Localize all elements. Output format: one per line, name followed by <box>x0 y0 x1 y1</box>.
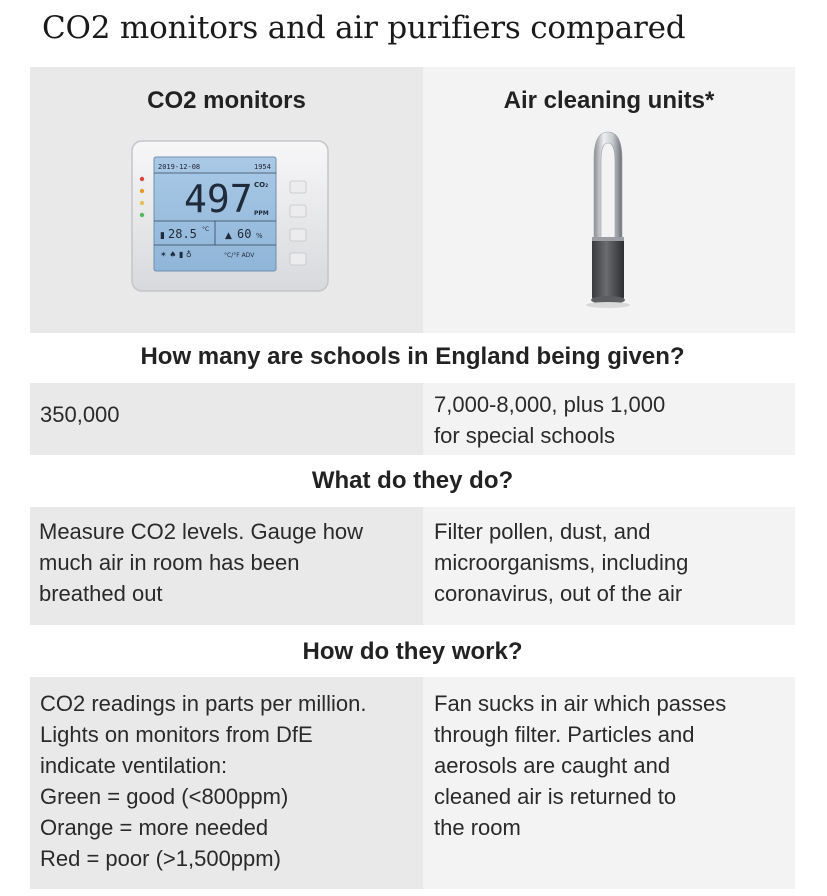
air-cleaning-column-header <box>423 67 795 333</box>
what-they-do-purifiers-cell <box>423 507 795 625</box>
what-they-do-monitors-line: breathed out <box>39 581 163 606</box>
how-they-work-monitors-cell <box>30 677 423 889</box>
status-light-green <box>140 213 144 217</box>
how-they-work-monitors-line: Lights on monitors from DfE <box>40 722 313 747</box>
what-they-do-purifiers-line: Filter pollen, dust, and <box>434 519 651 544</box>
lcd-temp-unit: °C <box>202 226 210 233</box>
monitor-button-mode <box>290 229 306 241</box>
lcd-status-icons: ✶ ♠ ▮ ♁ <box>160 250 192 259</box>
status-light-red <box>140 177 144 181</box>
co2-monitors-heading: CO2 monitors <box>147 87 306 114</box>
how-they-work-purifiers-cell <box>423 677 795 889</box>
section-heading-what-they-do: What do they do? <box>311 467 514 494</box>
what-they-do-purifiers-line: coronavirus, out of the air <box>434 581 683 606</box>
schools-given-purifiers-line: for special schools <box>434 423 615 448</box>
schools-given-monitors-cell <box>30 383 423 455</box>
how-they-work-purifiers-line: cleaned air is returned to <box>434 784 677 809</box>
schools-given-monitors-line: 350,000 <box>40 402 120 427</box>
how-they-work-monitors-line: Orange = more needed <box>40 815 269 840</box>
lcd-humidity-unit: % <box>256 232 263 240</box>
what-they-do-monitors-line: Measure CO2 levels. Gauge how <box>39 519 364 544</box>
lcd-temperature: 28.5 <box>168 227 197 241</box>
how-they-work-monitors-line: indicate ventilation: <box>40 753 228 778</box>
how-they-work-purifiers-line: aerosols are caught and <box>434 753 671 778</box>
what-they-do-purifiers-line: microorganisms, including <box>434 550 689 575</box>
what-they-do-monitors-line: much air in room has been <box>39 550 300 575</box>
schools-given-purifiers-line: 7,000-8,000, plus 1,000 <box>434 392 666 417</box>
lcd-footer-text: °C/°F ADV <box>224 252 255 259</box>
co2-monitor-column-header <box>30 67 423 333</box>
how-they-work-purifiers-line: through filter. Particles and <box>434 722 695 747</box>
lcd-unit: PPM <box>254 210 269 217</box>
section-heading-schools-given: How many are schools in England being given? <box>140 343 685 370</box>
lcd-humidity: 60 <box>237 227 252 241</box>
lcd-co2-value: 497 <box>184 177 253 221</box>
section-heading-how-they-work: How do they work? <box>302 638 523 665</box>
purifier-loop <box>594 132 622 239</box>
how-they-work-monitors-line: Green = good (<800ppm) <box>40 784 289 809</box>
co2-monitor-image <box>130 139 330 294</box>
monitor-button-down <box>290 205 306 217</box>
lcd-co2-label: CO₂ <box>254 181 269 189</box>
how-they-work-purifiers-line: Fan sucks in air which passes <box>434 691 727 716</box>
schools-given-purifiers-cell <box>423 383 795 455</box>
humidity-icon: ▲ <box>225 231 232 241</box>
how-they-work-purifiers-line: the room <box>434 815 521 840</box>
status-light-orange <box>140 189 144 193</box>
page-title: CO2 monitors and air purifiers compared <box>42 10 686 46</box>
thermometer-icon: ▮ <box>160 231 165 241</box>
what-they-do-monitors-cell <box>30 507 423 625</box>
monitor-button-up <box>290 181 306 193</box>
purifier-base <box>592 237 624 299</box>
lcd-time: 1954 <box>254 163 271 171</box>
air-purifier-image <box>573 129 643 309</box>
air-cleaning-units-heading: Air cleaning units* <box>503 87 715 114</box>
monitor-button-set <box>290 253 306 265</box>
status-light-amber <box>140 201 144 205</box>
how-they-work-monitors-line: Red = poor (>1,500ppm) <box>40 846 281 871</box>
lcd-date: 2019-12-08 <box>158 163 201 171</box>
how-they-work-monitors-line: CO2 readings in parts per million. <box>40 691 367 716</box>
